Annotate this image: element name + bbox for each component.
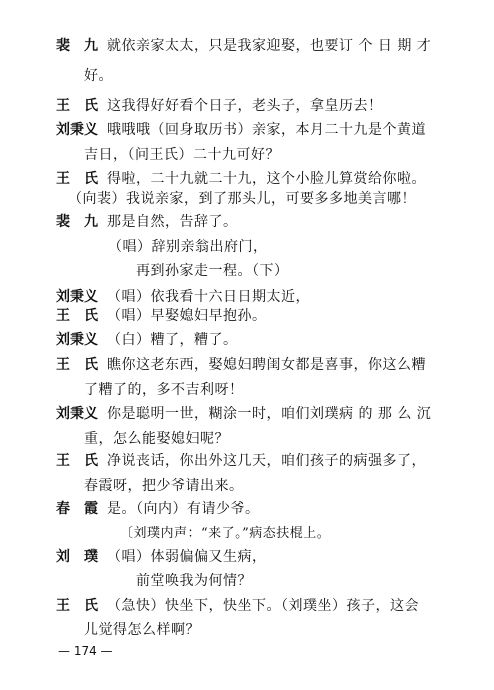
dialogue-line: 瞧你这老东西，娶媳妇聘闺女都是喜事，你这么糟 <box>107 357 426 373</box>
continuation-line: 了糟了的，多不吉利呀！ <box>84 382 244 398</box>
speaker-name: 春 霞 <box>56 501 98 517</box>
speaker-name: 刘 璞 <box>56 549 98 565</box>
speaker-name: 王 氏 <box>56 357 98 373</box>
dialogue-line: （唱）体弱偏偏又生病， <box>107 549 267 565</box>
speaker-name: 王 氏 <box>56 308 98 324</box>
speaker-name: 王 氏 <box>56 171 98 187</box>
continuation-line: （向裴）我说亲家，到了那头儿，可要多多地美言哪！ <box>68 191 416 207</box>
speaker-name: 刘秉义 <box>56 289 98 305</box>
speaker-name: 裴 九 <box>56 38 98 54</box>
continuation-line: 儿觉得怎么样啊？ <box>84 622 200 638</box>
continuation-line: 〔刘璞内声：“来了。”病态扶棍上。 <box>120 526 331 541</box>
dialogue-line: （唱）早娶媳妇早抱孙。 <box>107 308 267 324</box>
continuation-line: 好。 <box>84 68 113 84</box>
continuation-line: 再到孙家走一程。（下） <box>136 263 289 279</box>
speaker-name: 王 氏 <box>56 598 98 614</box>
dialogue-line: 那是自然，告辞了。 <box>107 214 238 230</box>
speaker-name: 裴 九 <box>56 214 98 230</box>
continuation-line: 春霞呀，把少爷请出来。 <box>84 478 244 494</box>
dialogue-line: （白）糟了，糟了。 <box>107 332 238 348</box>
dialogue-line: 你是聪明一世，糊涂一时，咱们刘璞病 的 那 么 沉 <box>107 406 432 422</box>
continuation-line: 前堂唤我为何情？ <box>136 573 252 589</box>
speaker-name: 刘秉义 <box>56 332 98 348</box>
dialogue-line: 哦哦哦（回身取历书）亲家，本月二十九是个黄道 <box>107 122 426 138</box>
dialogue-line: 得啦，二十九就二十九，这个小脸儿算赏给你啦。 <box>107 171 426 187</box>
dialogue-line: 是。（向内）有请少爷。 <box>107 501 260 517</box>
dialogue-line: 就依亲家太太，只是我家迎娶，也要订 个 日 期 才 <box>107 38 432 54</box>
continuation-line: 重，怎么能娶媳妇呢？ <box>84 431 229 447</box>
speaker-name: 王 氏 <box>56 453 98 469</box>
dialogue-line: （急快）快坐下，快坐下。（刘璞坐）孩子，这会 <box>107 598 419 614</box>
dialogue-line: 这我得好好看个日子，老头子，拿皇历去！ <box>107 98 383 114</box>
dialogue-line: 净说丧话，你出外这几天，咱们孩子的病强多了， <box>107 453 426 469</box>
continuation-line: 吉日，（问王氏）二十九可好？ <box>84 147 280 163</box>
page-number: — 174 — <box>58 644 113 658</box>
dialogue-line: （唱）依我看十六日日期太近， <box>107 289 310 305</box>
continuation-line: （唱）辞别亲翁出府门， <box>108 239 268 255</box>
speaker-name: 王 氏 <box>56 98 98 114</box>
speaker-name: 刘秉义 <box>56 122 98 138</box>
speaker-name: 刘秉义 <box>56 406 98 422</box>
